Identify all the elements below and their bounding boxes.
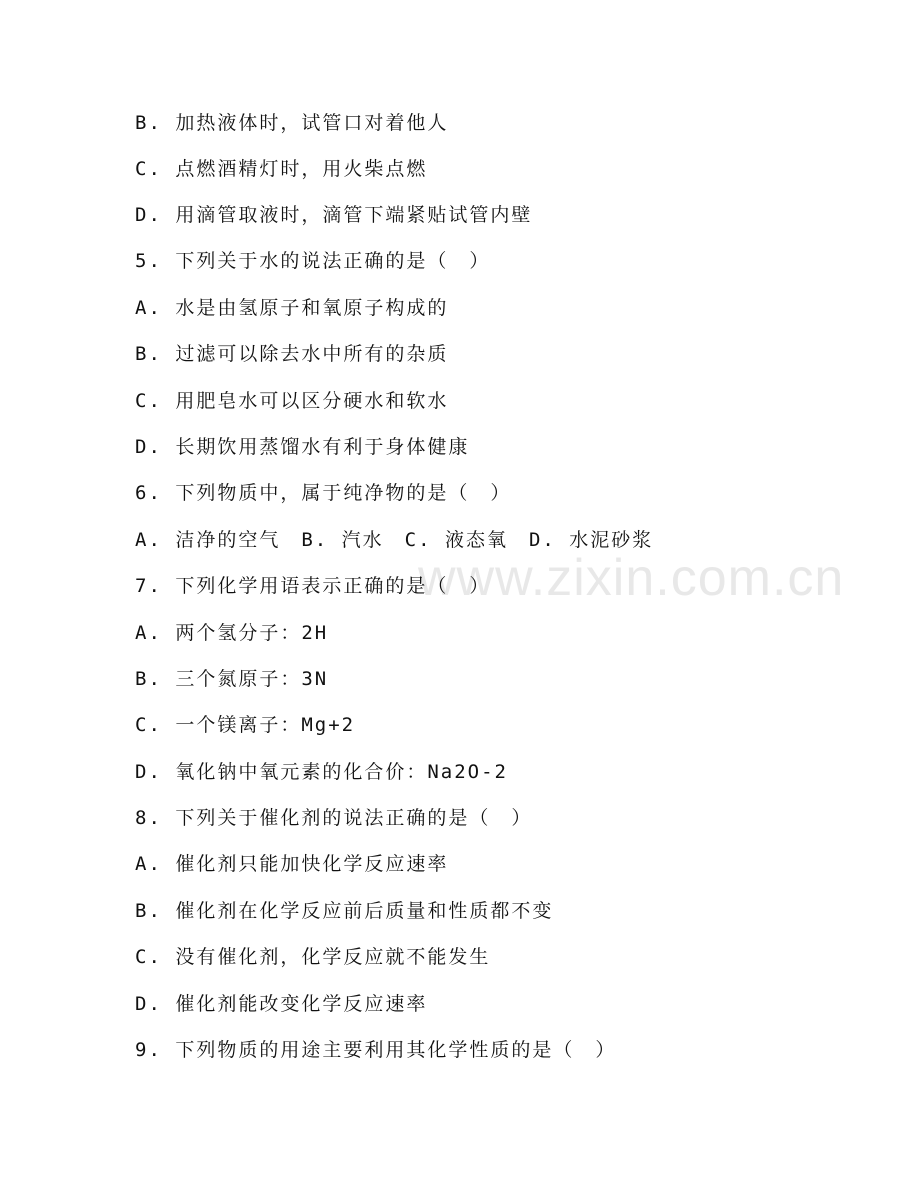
watermark: www.zixin.com.cn	[418, 549, 845, 607]
question-line: 8. 下列关于催化剂的说法正确的是（ ）	[135, 807, 533, 829]
option-line: D. 长期饮用蒸馏水有利于身体健康	[135, 436, 470, 458]
question-line: 6. 下列物质中，属于纯净物的是（ ）	[135, 482, 512, 504]
option-line: B. 催化剂在化学反应前后质量和性质都不变	[135, 900, 554, 922]
option-line: C. 用肥皂水可以区分硬水和软水	[135, 390, 449, 412]
question-line: 5. 下列关于水的说法正确的是（ ）	[135, 250, 491, 272]
question-line: 7. 下列化学用语表示正确的是（ ）	[135, 575, 491, 597]
option-line: B. 三个氮原子：3N	[135, 668, 329, 690]
option-line: D. 用滴管取液时，滴管下端紧贴试管内壁	[135, 204, 533, 226]
option-line: A. 水是由氢原子和氧原子构成的	[135, 297, 449, 319]
question-line: 9. 下列物质的用途主要利用其化学性质的是（ ）	[135, 1039, 617, 1061]
option-line: D. 催化剂能改变化学反应速率	[135, 993, 428, 1015]
option-line: C. 点燃酒精灯时，用火柴点燃	[135, 158, 428, 180]
option-line: D. 氧化钠中氧元素的化合价：Na2O-2	[135, 761, 508, 783]
option-line: C. 一个镁离子：Mg+2	[135, 714, 356, 736]
option-line: C. 没有催化剂，化学反应就不能发生	[135, 946, 491, 968]
option-line: B. 过滤可以除去水中所有的杂质	[135, 343, 449, 365]
option-line: A. 两个氢分子：2H	[135, 622, 329, 644]
option-line: A. 催化剂只能加快化学反应速率	[135, 853, 449, 875]
option-line: B. 加热液体时，试管口对着他人	[135, 112, 449, 134]
option-line: A. 洁净的空气 B. 汽水 C. 液态氧 D. 水泥砂浆	[135, 529, 654, 551]
